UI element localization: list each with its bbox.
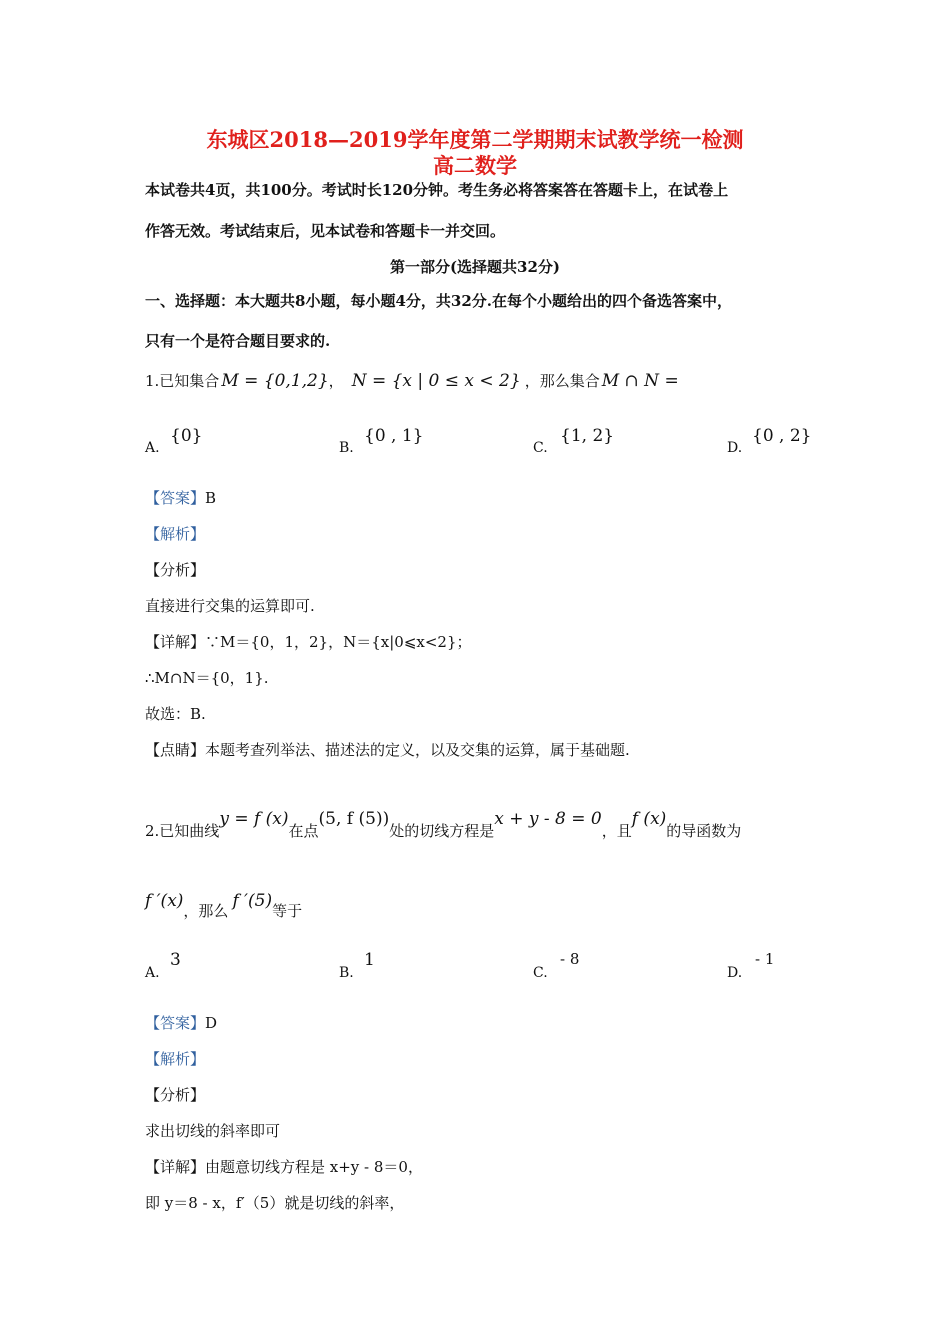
intro-line-1: 本试卷共4页，共100分。考试时长120分钟。考生务必将答案答在答题卡上，在试卷上	[145, 181, 729, 199]
q2-fenxi-text: 求出切线的斜率即可	[145, 1122, 281, 1140]
q2-answer-value: D	[205, 1014, 218, 1032]
document-title: 东城区2018—2019学年度第二学期期末试教学统一检测	[206, 127, 744, 152]
q2-answer	[145, 1012, 217, 1033]
q2-fx: f (x)	[631, 809, 667, 829]
question-1-stem	[145, 370, 679, 391]
intro-line-2: 作答无效。考试结束后，见本试卷和答题卡一并交回。	[145, 222, 506, 240]
q2-option-d-value: - 1	[755, 950, 775, 968]
q2-line-eq: x + y - 8 = 0	[494, 809, 602, 829]
q2-fenxi-tag: 【分析】	[145, 1086, 206, 1104]
q2-option-b-value: 1	[364, 950, 375, 970]
part1-instruction-2: 只有一个是符合题目要求的.	[145, 332, 331, 350]
q2-point: (5, f (5))	[318, 809, 390, 829]
document-subtitle: 高二数学	[433, 153, 517, 178]
part1-heading: 第一部分(选择题共32分)	[389, 258, 561, 276]
q1-option-a-label: A.	[145, 440, 160, 456]
q2-fpx: f ′(x)	[145, 891, 184, 911]
q2-detail	[145, 1156, 423, 1177]
q1-detail-text: ∵M＝{0，1，2}，N＝{x|0⩽x<2}；	[205, 633, 472, 651]
q2-analysis-tag: 【解析】	[145, 1050, 206, 1068]
q2-curve: y = f (x)	[219, 809, 289, 829]
q1-therefore: ∴M∩N＝{0，1}.	[145, 669, 269, 687]
q2-detail-tag: 【详解】	[145, 1158, 206, 1176]
q2-fp5: f ′(5)	[232, 891, 273, 911]
q1-answer-tag: 【答案】	[145, 489, 206, 507]
part1-instruction-1: 一、选择题：本大题共8小题，每小题4分，共32分.在每个小题给出的四个备选答案中，	[145, 292, 732, 310]
q1-mid: ，那么集合	[524, 372, 600, 390]
q1-comment-text: 本题考查列举法、描述法的定义，以及交集的运算，属于基础题.	[205, 741, 630, 759]
q2-then-text: ，那么	[183, 902, 229, 920]
q1-option-c-label: C.	[533, 440, 548, 456]
q1-option-d-label: D.	[727, 440, 743, 456]
question-2-stem-cont	[145, 890, 303, 920]
q2-at-point: 在点	[288, 822, 319, 840]
question-2-stem	[145, 808, 742, 840]
q1-fenxi-tag: 【分析】	[145, 561, 206, 579]
q1-option-b-label: B.	[339, 440, 354, 456]
q1-answer-value: B	[205, 489, 217, 507]
q1-comment-tag: 【点睛】	[145, 741, 206, 759]
q1-comma: ，	[328, 372, 344, 390]
q1-answer	[145, 487, 216, 508]
q1-option-d-value: {0 , 2}	[752, 426, 812, 446]
q1-analysis-tag: 【解析】	[145, 525, 206, 543]
q2-and-text: ，且	[601, 822, 632, 840]
q1-option-a-value: {0}	[170, 426, 203, 446]
q1-detail	[145, 631, 472, 652]
q2-detail-text: 由题意切线方程是 x+y - 8＝0，	[205, 1158, 423, 1176]
q2-equals-text: 等于	[272, 902, 303, 920]
q2-option-c-label: C.	[533, 965, 548, 981]
q1-comment	[145, 739, 630, 760]
q2-prefix: 2.已知曲线	[145, 822, 220, 840]
q2-option-c-value: - 8	[560, 950, 580, 968]
q1-set-n: N = {x | 0 ≤ x < 2}	[351, 371, 521, 391]
q1-prefix: 1.已知集合	[145, 372, 220, 390]
q2-option-a-label: A.	[145, 965, 160, 981]
q2-answer-tag: 【答案】	[145, 1014, 206, 1032]
q1-expr: M ∩ N =	[601, 371, 679, 391]
q2-detail-text-2: 即 y＝8 - x，f′（5）就是切线的斜率，	[145, 1194, 405, 1212]
q1-choose: 故选：B.	[145, 705, 206, 723]
q1-option-c-value: {1, 2}	[560, 426, 615, 446]
q2-deriv-text: 的导函数为	[666, 822, 742, 840]
q1-detail-tag: 【详解】	[145, 633, 206, 651]
q2-option-a-value: 3	[170, 950, 181, 970]
q1-option-b-value: {0 , 1}	[364, 426, 424, 446]
q1-set-m: M = {0,1,2}	[221, 371, 329, 391]
q2-option-b-label: B.	[339, 965, 354, 981]
q1-fenxi-text: 直接进行交集的运算即可.	[145, 597, 315, 615]
q2-tangent-text: 处的切线方程是	[389, 822, 495, 840]
q2-option-d-label: D.	[727, 965, 743, 981]
